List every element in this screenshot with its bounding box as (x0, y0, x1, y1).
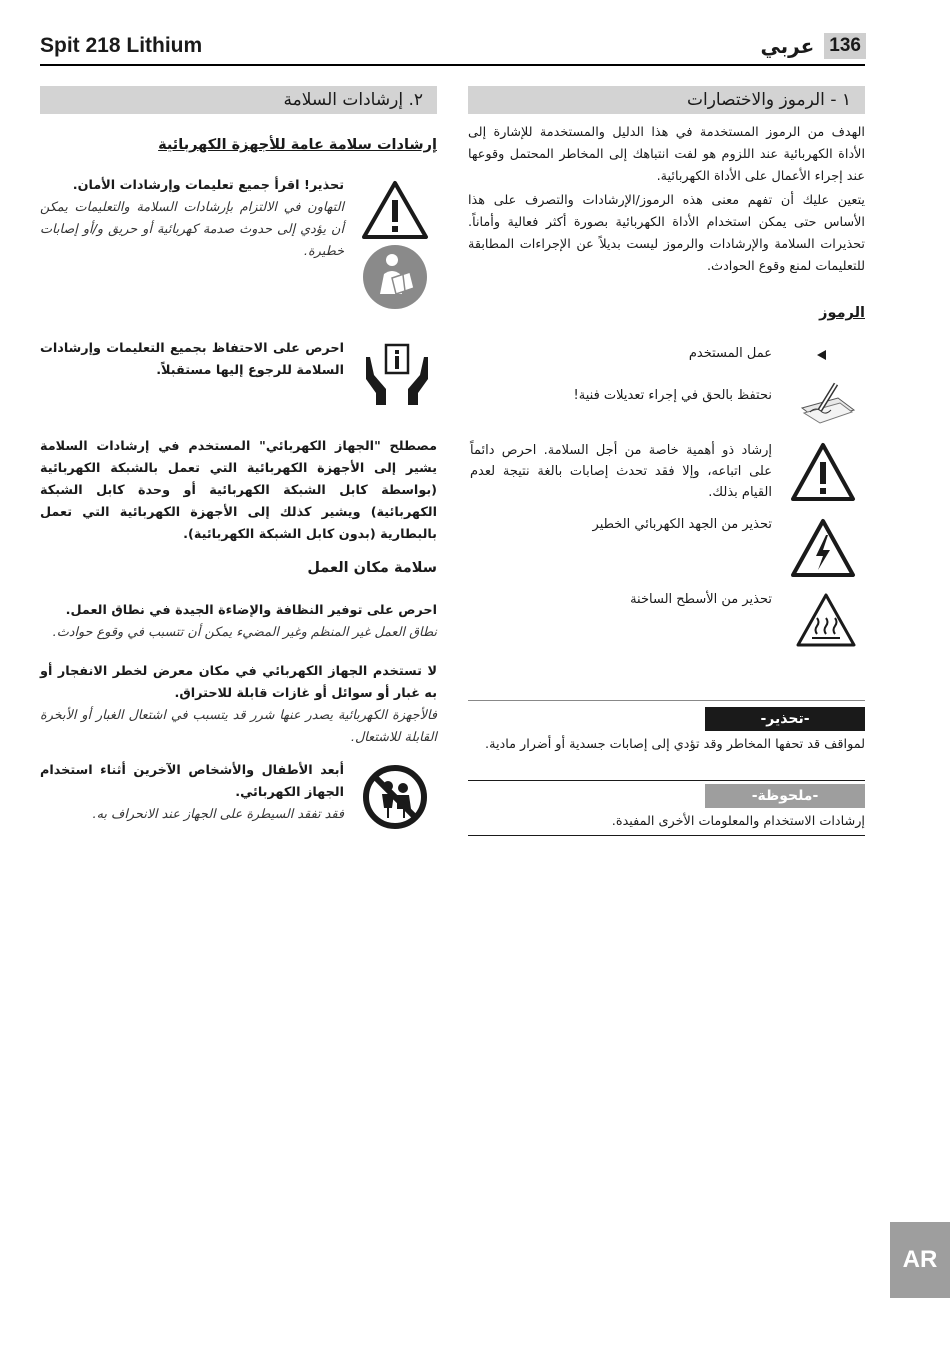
high-voltage-icon (790, 518, 856, 582)
hot-surface-icon (795, 592, 857, 652)
general-safety-heading: إرشادات سلامة عامة للأجهزة الكهربائية (158, 137, 437, 153)
header-right (760, 33, 866, 59)
read-manual-icon (362, 244, 428, 314)
symbol-text-user-action: عمل المستخدم (688, 346, 772, 361)
language-tab: AR (890, 1222, 950, 1298)
block-4-italic: نطاق العمل غير المنظم وغير المضيء يمكن أن تتسبب في وقوع حوادث. (52, 625, 437, 640)
block-6-italic: فقد تفقد السيطرة على الجهاز عند الانحراف به. (92, 807, 344, 822)
divider (468, 780, 865, 781)
warning-triangle-icon (361, 180, 429, 244)
document-title: Spit 218 Lithium (40, 34, 203, 57)
block-5-italic: فالأجهزة الكهربائية يصدر عنها شرر قد يتسبب في اشتعال الغبار أو الأبخرة القابلة للاشتعال. (40, 708, 437, 745)
no-children-icon (362, 764, 428, 834)
page-number: 136 (824, 33, 866, 59)
symbol-text-modifications: نحتفظ بالحق في إجراء تعديلات فنية! (573, 388, 772, 403)
divider (468, 835, 865, 836)
workplace-safety-heading: سلامة مكان العمل (307, 560, 437, 576)
block-1-bold: تحذير! اقرأ جميع تعليمات وإرشادات الأمان. (72, 178, 344, 193)
block-6 (40, 760, 344, 826)
language-label: عربي (760, 34, 815, 58)
warning-triangle-icon (790, 442, 856, 506)
section-1-para-1: الهدف من الرموز المستخدمة في هذا الدليل والمستخدمة للإشارة إلى الأداة الكهربائية عند اللزوم هو لفت انتباهك إلى المخاطر المحتمل وقوعها عند إجراء الأعمال على الأداة الكهربائية. (468, 125, 865, 184)
note-text: إرشادات الاستخدام والمعلومات الأخرى المفيدة. (611, 814, 865, 829)
section-1-title: ١ - الرموز والاختصارات (468, 86, 865, 114)
symbol-text-voltage: تحذير من الجهد الكهربائي الخطير (592, 517, 772, 532)
symbols-heading: الرموز (819, 305, 865, 321)
header-rule (40, 64, 865, 66)
warning-text: لمواقف قد تحفها المخاطر وقد تؤدي إلى إصابات جسدية أو أضرار مادية. (485, 737, 865, 752)
block-2: احرص على الاحتفاظ بجميع التعليمات وإرشادات السلامة للرجوع إليها مستقبلاً. (40, 341, 344, 378)
block-1 (40, 175, 344, 263)
block-4 (40, 600, 437, 644)
symbol-text-safety-note: إرشاد ذو أهمية خاصة من أجل السلامة. احرص دائماً على اتباعه، وإلا فقد تحدث إصابات بالغة نتيجة لعدم القيام بذلك. (470, 443, 772, 500)
note-label: -ملحوظة- (705, 784, 865, 808)
block-1-italic: التهاون في الالتزام بإرشادات السلامة والتعليمات يمكن أن يؤدي إلى حدوث صدمة كهربائية أو حريق و/أو إصابات خطيرة. (40, 200, 344, 259)
divider (468, 700, 865, 701)
block-5 (40, 661, 437, 749)
block-3: مصطلح "الجهاز الكهربائي" المستخدم في إرشادات السلامة يشير إلى الأجهزة الكهربائية التي تعمل بالشبكة الكهربائية (بواسطة كابل الشبكة الكهربائية أو وحدة كابل الشبكة الكهربائية) ويشير كذلك إلى الأجهزة الكهربائية التي تعمل بالبطارية (بدون كابل الشبكة الكهربائية). (40, 439, 437, 542)
warning-label: -تحذير- (705, 707, 865, 731)
symbol-text-hot-surface: تحذير من الأسطح الساخنة (630, 592, 772, 607)
keep-instructions-icon (364, 343, 430, 411)
pen-modification-icon (798, 380, 856, 432)
block-6-bold: أبعد الأطفال والأشخاص الآخرين أثناء استخدام الجهاز الكهربائي. (40, 763, 344, 800)
section-1-para-2: يتعين عليك أن تفهم معنى هذه الرموز/الإرشادات والتصرف على هذا الأساس حتى يمكن استخدام الأداة الكهربائية بصورة أكثر فعالية وأماناً. تحذيرات السلامة والإرشادات والرموز ليست بديلاً عن الإجراءات المطابقة للتعليمات لمنع وقوع الحوادث. (468, 193, 865, 274)
arrow-left-icon (815, 347, 829, 366)
section-2-title: ٢. إرشادات السلامة (40, 86, 437, 114)
block-4-bold: احرص على توفير النظافة والإضاءة الجيدة في نطاق العمل. (65, 603, 437, 618)
block-5-bold: لا تستخدم الجهاز الكهربائي في مكان معرض لخطر الانفجار أو به غبار أو سوائل أو غازات قابلة للاحتراق. (40, 664, 437, 701)
